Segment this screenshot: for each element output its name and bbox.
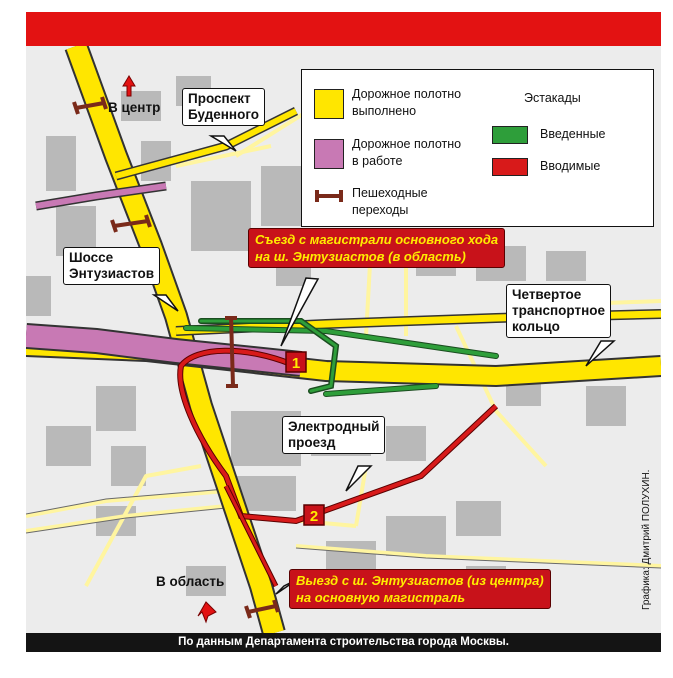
to-center-label: В центр	[108, 100, 161, 115]
legend-swatch-opened	[492, 126, 528, 144]
ttk-line-3: кольцо	[512, 319, 560, 334]
legend-swatch-upcoming	[492, 158, 528, 176]
elektrodny-label	[282, 416, 385, 454]
source-footer: По данным Департамента строительства города Москвы.	[26, 633, 661, 652]
legend	[301, 69, 654, 227]
legend-road-work-line-1: Дорожное полотно	[352, 137, 462, 151]
marker-2	[304, 505, 324, 525]
legend-road-done-line-1: Дорожное полотно	[352, 87, 462, 101]
map-frame	[26, 12, 661, 652]
callout-exit-1	[248, 228, 505, 268]
callout-1-line-2: на ш. Энтузиастов (в область)	[255, 249, 466, 264]
legend-road-work	[352, 136, 461, 170]
budyonny-avenue-label	[182, 88, 265, 126]
callout-exit-2	[289, 569, 551, 609]
ttk-line-2: транспортное	[512, 303, 606, 318]
ttk-label	[506, 284, 611, 338]
budyonny-line-2: Буденного	[188, 107, 260, 122]
entuziastov-line-1: Шоссе	[69, 250, 114, 265]
budyonny-line-1: Проспект	[188, 91, 251, 106]
legend-swatch-crossing	[314, 188, 344, 204]
to-region-label: В область	[156, 574, 225, 589]
legend-road-done	[352, 86, 461, 120]
elektrodny-line-1: Электродный	[288, 419, 380, 434]
callout-1-line-1: Съезд с магистрали основного хода	[255, 232, 499, 247]
legend-opened: Введенные	[540, 127, 606, 141]
legend-road-done-line-2: выполнено	[352, 104, 417, 118]
svg-text:1: 1	[291, 355, 301, 372]
legend-upcoming: Вводимые	[540, 159, 601, 173]
legend-crossings-line-1: Пешеходные	[352, 186, 428, 200]
callout-2-line-2: на основную магистраль	[296, 590, 466, 605]
callout-2-line-1: Выезд с ш. Энтузиастов (из центра)	[296, 573, 544, 588]
marker-1	[286, 352, 306, 372]
legend-crossings	[352, 185, 428, 219]
legend-road-work-line-2: в работе	[352, 154, 403, 168]
graphics-credit: Графика: Дмитрий ПОЛУХИН.	[641, 469, 652, 610]
elektrodny-line-2: проезд	[288, 435, 336, 450]
legend-crossings-line-2: переходы	[352, 203, 409, 217]
header-bar	[26, 12, 661, 46]
elektrodny-label-pointer	[346, 466, 371, 491]
legend-swatch-road-work	[314, 139, 344, 169]
entuziastov-line-2: Энтузиастов	[69, 266, 155, 281]
svg-text:2: 2	[309, 508, 319, 525]
entuziastov-highway-label	[63, 247, 160, 285]
legend-swatch-road-done	[314, 89, 344, 119]
callout-1-pointer	[281, 278, 318, 346]
ttk-line-1: Четвертое	[512, 287, 582, 302]
legend-overpasses-title: Эстакады	[524, 91, 581, 105]
